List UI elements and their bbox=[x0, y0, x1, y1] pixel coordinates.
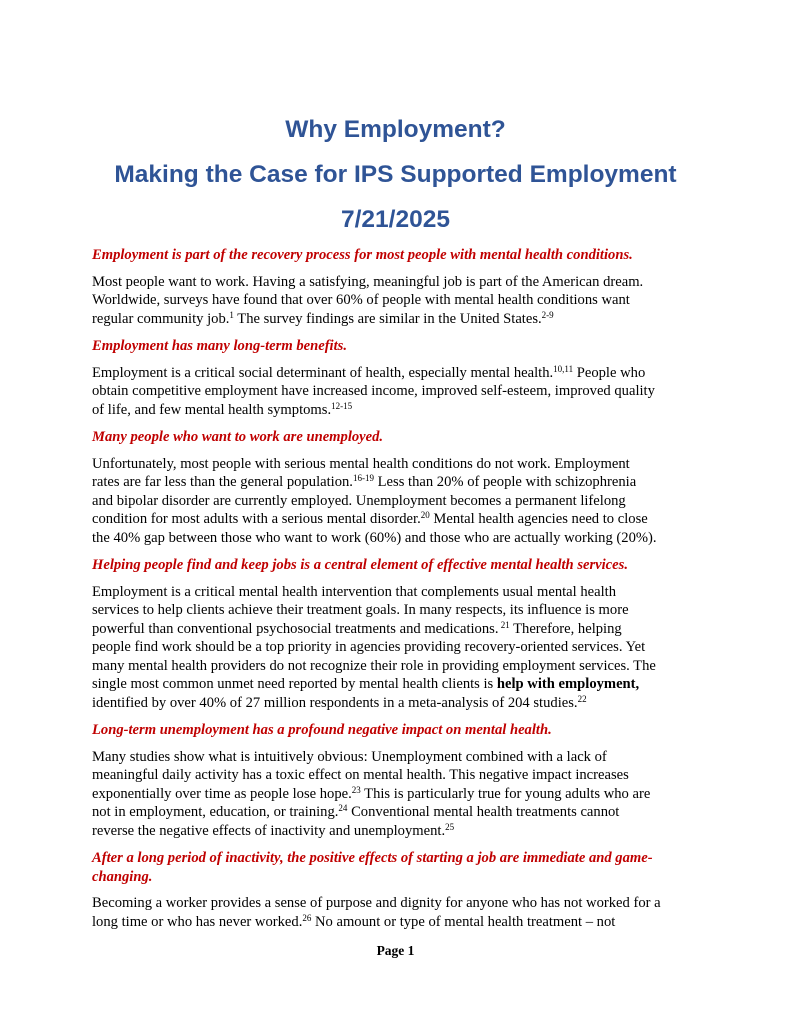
paragraph-line bbox=[92, 822, 704, 841]
title-block bbox=[0, 107, 791, 242]
citation-superscript: 10,11 bbox=[553, 363, 574, 374]
paragraph-line bbox=[92, 638, 704, 657]
text-run: rates are far less than the general population. bbox=[92, 474, 353, 490]
paragraph-line bbox=[92, 657, 704, 676]
text-run: people find work should be a top priority in agencies providing recovery-oriented services. Yet bbox=[92, 639, 646, 655]
paragraph-line bbox=[92, 291, 704, 310]
paragraph-line bbox=[92, 310, 704, 329]
text-run: and bipolar disorder are currently employed. Unemployment becomes a permanent lifelong bbox=[92, 492, 626, 509]
section-paragraph bbox=[92, 273, 704, 329]
text-run: not in employment, education, or training. bbox=[92, 804, 339, 820]
section bbox=[92, 337, 704, 419]
citation-superscript: 16-19 bbox=[352, 473, 374, 483]
section-paragraph bbox=[92, 364, 704, 420]
document-date: 7/21/2025 bbox=[341, 206, 450, 233]
text-run: Worldwide, surveys have found that over 60% of people with mental health conditions want bbox=[92, 292, 630, 308]
section-heading: Employment has many long-term benefits. bbox=[92, 338, 347, 354]
citation-superscript: 22 bbox=[577, 693, 587, 704]
paragraph-line bbox=[92, 455, 704, 474]
paragraph-line bbox=[92, 529, 704, 548]
paragraph-line bbox=[92, 510, 704, 529]
paragraph-line bbox=[92, 492, 704, 511]
citation-superscript: 1 bbox=[229, 309, 234, 320]
text-run: Becoming a worker provides a sense of purpose and dignity for anyone who has not worked for a bbox=[92, 895, 661, 911]
text-run: identified by over 40% of 27 million respondents in a meta-analysis of 204 studies. bbox=[92, 694, 578, 711]
paragraph-line bbox=[92, 583, 704, 602]
text-run: many mental health providers do not recognize their role in providing employment services. The bbox=[92, 657, 656, 674]
text-run: Employment is a critical social determinant of health, especially mental health. bbox=[92, 364, 554, 381]
text-run: exponentially over time as people lose hope. bbox=[92, 785, 352, 802]
paragraph-line bbox=[92, 473, 704, 492]
bold-emphasis: help with employment, bbox=[496, 676, 640, 692]
citation-superscript: 12-15 bbox=[331, 400, 353, 411]
section bbox=[92, 556, 704, 712]
paragraph-line bbox=[92, 748, 704, 767]
paragraph-line bbox=[92, 364, 704, 383]
citation-superscript: 24 bbox=[338, 803, 348, 813]
page-title: Why Employment? bbox=[285, 116, 506, 143]
paragraph-line bbox=[92, 803, 704, 822]
text-run: Most people want to work. Having a satisfying, meaningful job is part of the American dream. bbox=[92, 273, 644, 290]
text-run: Conventional mental health treatments cannot bbox=[347, 804, 620, 820]
text-run: Employment is a critical mental health intervention that complements usual mental health bbox=[92, 583, 617, 600]
citation-superscript: 21 bbox=[498, 619, 510, 630]
section-heading-line: changing. bbox=[92, 868, 153, 885]
citation-superscript: 2-9 bbox=[541, 309, 554, 320]
section bbox=[92, 246, 704, 328]
section-heading: Employment is part of the recovery process for most people with mental health conditions. bbox=[92, 247, 633, 263]
paragraph-line bbox=[92, 694, 704, 713]
text-run: The survey findings are similar in the United States. bbox=[233, 310, 542, 327]
section-paragraph bbox=[92, 583, 704, 713]
document-body bbox=[92, 246, 704, 940]
text-run: single most common unmet need reported by mental health clients is bbox=[92, 676, 497, 692]
section-heading bbox=[92, 849, 704, 886]
text-run: This is particularly true for young adults who are bbox=[360, 785, 651, 802]
section-heading: Many people who want to work are unemployed. bbox=[92, 429, 384, 445]
paragraph-line bbox=[92, 675, 704, 694]
text-run: Mental health agencies need to close bbox=[429, 511, 648, 527]
text-run: Therefore, helping bbox=[509, 620, 622, 637]
text-run: the 40% gap between those who want to work (60%) and those who are actually working (20%). bbox=[92, 529, 657, 546]
text-run: condition for most adults with a serious mental disorder. bbox=[92, 511, 421, 527]
citation-superscript: 20 bbox=[420, 510, 430, 520]
paragraph-line bbox=[92, 620, 704, 639]
section bbox=[92, 721, 704, 840]
page-number: Page 1 bbox=[376, 943, 415, 958]
text-run: regular community job. bbox=[92, 310, 230, 327]
page-subtitle: Making the Case for IPS Supported Employment bbox=[114, 161, 677, 188]
section-paragraph bbox=[92, 748, 704, 841]
section-heading-line: After a long period of inactivity, the positive effects of starting a job are immediate and game- bbox=[92, 850, 653, 866]
section-paragraph bbox=[92, 455, 704, 548]
paragraph-line bbox=[92, 785, 704, 804]
paragraph-line bbox=[92, 894, 704, 913]
section bbox=[92, 428, 704, 547]
text-run: Less than 20% of people with schizophrenia bbox=[373, 474, 637, 490]
text-run: obtain competitive employment have increased income, improved self-esteem, improved quality bbox=[92, 383, 655, 399]
paragraph-line bbox=[92, 273, 704, 292]
text-run: No amount or type of mental health treatment – not bbox=[311, 913, 616, 930]
text-run: Unfortunately, most people with serious mental health conditions do not work. Employment bbox=[92, 455, 630, 472]
section-heading: Long-term unemployment has a profound negative impact on mental health. bbox=[92, 722, 552, 738]
paragraph-line bbox=[92, 401, 704, 420]
section-paragraph bbox=[92, 894, 704, 931]
paragraph-line bbox=[92, 913, 704, 932]
paragraph-line bbox=[92, 601, 704, 620]
citation-superscript: 26 bbox=[302, 912, 312, 923]
text-run: powerful than conventional psychosocial treatments and medications. bbox=[92, 620, 499, 637]
text-run: long time or who has never worked. bbox=[92, 913, 303, 930]
text-run: Many studies show what is intuitively obvious: Unemployment combined with a lack of bbox=[92, 748, 607, 765]
text-run: of life, and few mental health symptoms. bbox=[92, 401, 332, 418]
section-heading: Helping people find and keep jobs is a central element of effective mental health services. bbox=[92, 557, 628, 573]
section bbox=[92, 849, 704, 931]
paragraph-line bbox=[92, 766, 704, 785]
text-run: reverse the negative effects of inactivity and unemployment. bbox=[92, 822, 446, 839]
text-run: meaningful daily activity has a toxic effect on mental health. This negative impact increases bbox=[92, 767, 629, 783]
citation-superscript: 25 bbox=[445, 821, 455, 832]
text-run: services to help clients achieve their treatment goals. In many respects, its influence is more bbox=[92, 602, 629, 618]
citation-superscript: 23 bbox=[351, 784, 361, 795]
paragraph-line bbox=[92, 382, 704, 401]
text-run: People who bbox=[573, 364, 646, 381]
